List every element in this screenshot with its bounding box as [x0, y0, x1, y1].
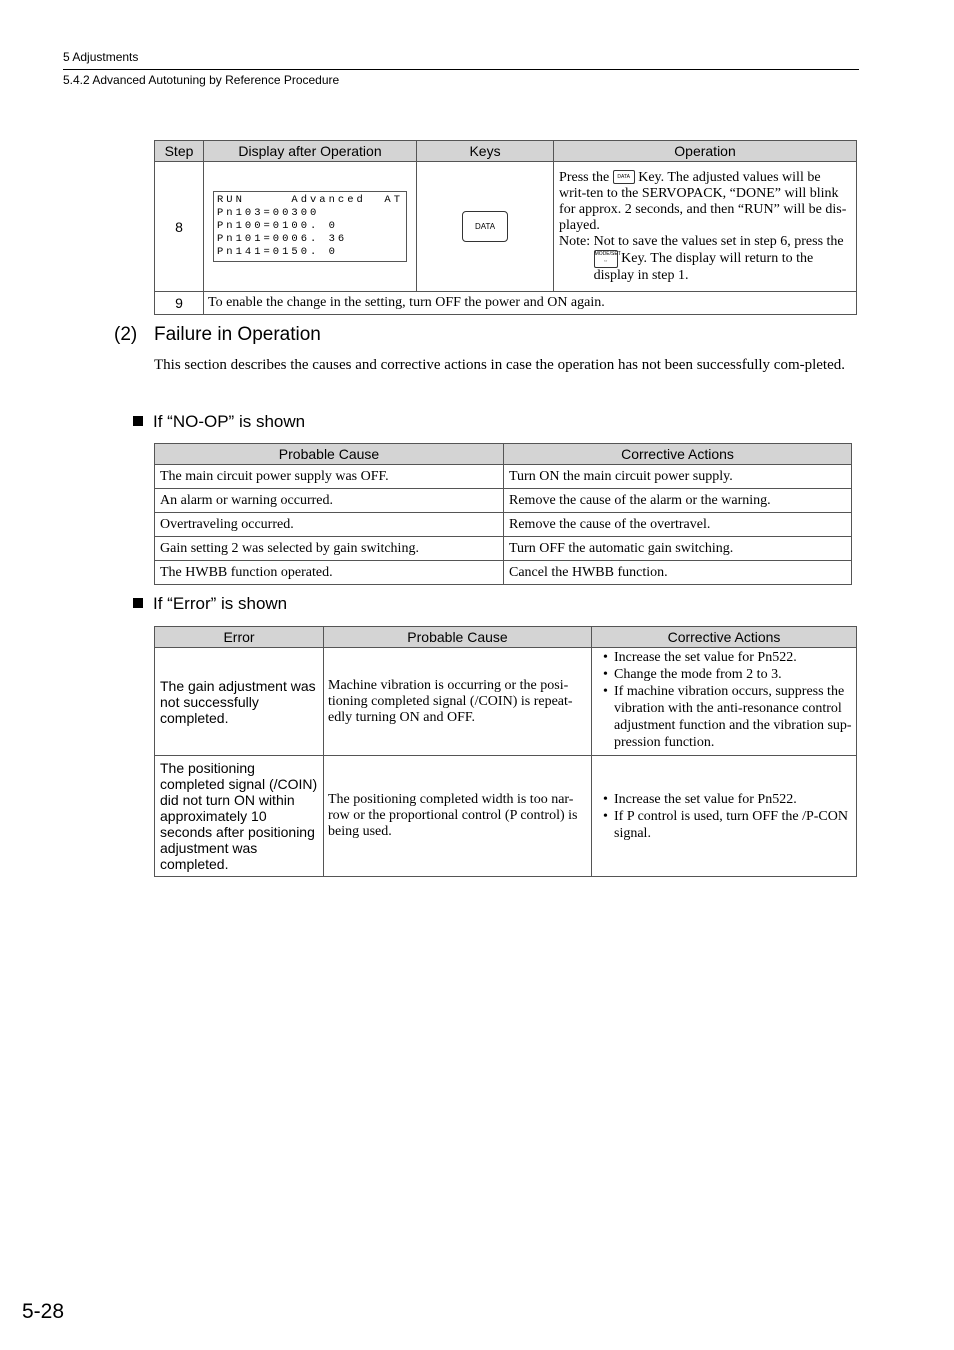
- list-item: • If machine vibration occurs, suppress the vibration with the anti-resonance control adjustment function and the vibration sup-pression function.: [614, 683, 852, 751]
- mode-set-key-icon: MODE/SET ⇔: [594, 250, 618, 268]
- failure-title: Failure in Operation: [154, 324, 321, 345]
- failure-number: (2): [114, 324, 138, 345]
- step-row-9: [155, 292, 857, 315]
- col-display: Display after Operation: [204, 141, 417, 162]
- chapter-header: 5 Adjustments: [63, 50, 139, 64]
- table-row: The main circuit power supply was OFF. Turn ON the main circuit power supply.: [155, 465, 852, 489]
- lcd-line: Pn141=0150. 0: [217, 246, 338, 258]
- col-probable-cause: Probable Cause: [155, 444, 504, 465]
- operation-cell: [554, 162, 857, 292]
- operation-note: Note: Not to save the values set in step 6, press the MODE/SET ⇔ Key. The display will return to the display in step 1.: [559, 233, 844, 283]
- list-item: • If P control is used, turn OFF the /P-CON signal.: [614, 808, 852, 842]
- failure-intro: This section describes the causes and corrective actions in case the operation has not been successfully com-pleted.: [154, 357, 846, 373]
- step-table: [154, 140, 857, 315]
- col-error: Error: [155, 627, 324, 648]
- col-corrective-actions: Corrective Actions: [592, 627, 857, 648]
- list-item: • Change the mode from 2 to 3.: [614, 666, 852, 683]
- error-heading: If “Error” is shown: [133, 594, 287, 614]
- col-corrective-actions: Corrective Actions: [504, 444, 852, 465]
- list-item: • Increase the set value for Pn522.: [614, 649, 852, 666]
- lcd-line: Pn103=00300: [217, 207, 320, 219]
- table-row: An alarm or warning occurred. Remove the cause of the alarm or the warning.: [155, 489, 852, 513]
- header-rule: [63, 69, 859, 70]
- lcd-line: Pn101=0006. 36: [217, 233, 348, 245]
- table-row: Gain setting 2 was selected by gain switching. Turn OFF the automatic gain switching.: [155, 537, 852, 561]
- col-step: Step: [155, 141, 204, 162]
- display-cell: [204, 162, 417, 292]
- square-bullet-icon: [133, 598, 143, 608]
- square-bullet-icon: [133, 416, 143, 426]
- step-row-8: [155, 162, 857, 292]
- step-9-operation: To enable the change in the setting, turn OFF the power and ON again.: [204, 292, 857, 315]
- action-list: [596, 791, 852, 842]
- step-number: 8: [155, 162, 204, 292]
- col-keys: Keys: [417, 141, 554, 162]
- keys-cell: [417, 162, 554, 292]
- step-number: 9: [155, 292, 204, 315]
- col-operation: Operation: [554, 141, 857, 162]
- list-item: • Increase the set value for Pn522.: [614, 791, 852, 808]
- failure-heading: [114, 324, 321, 346]
- page-number: 5-28: [22, 1300, 65, 1323]
- data-key-small-icon: DATA: [613, 170, 635, 184]
- table-row: The positioning completed signal (/COIN) did not turn ON within approximately 10 seconds after positioning adjustment was completed. The positioning completed width is too nar-row or the proportional control (P control) is being used. • Increase the set value for Pn522. • If P control is used, turn OFF the /P-CON signal.: [155, 756, 857, 877]
- col-probable-cause: Probable Cause: [324, 627, 592, 648]
- section-header: 5.4.2 Advanced Autotuning by Reference Procedure: [63, 73, 340, 87]
- lcd-line: RUN Advanced AT: [217, 194, 404, 206]
- noop-heading: If “NO-OP” is shown: [133, 412, 305, 432]
- action-list: [596, 649, 852, 751]
- noop-table: [154, 443, 852, 585]
- lcd-line: Pn100=0100. 0: [217, 220, 338, 232]
- table-row: The HWBB function operated. Cancel the HWBB function.: [155, 561, 852, 585]
- lcd-display: [213, 191, 407, 262]
- error-table: [154, 626, 857, 877]
- data-key-icon: DATA: [462, 211, 508, 242]
- table-row: Overtraveling occurred. Remove the cause of the overtravel.: [155, 513, 852, 537]
- operation-text: Press the DATA Key. The adjusted values will be writ-ten to the SERVOPACK, “DONE” will blink for approx. 2 seconds, and then “RUN” will be dis-played.: [559, 169, 847, 233]
- table-row: The gain adjustment was not successfully completed. Machine vibration is occurring or the posi-tioning completed signal (/COIN) is repeat-edly turning ON and OFF. • Increase the set value for Pn522. • Change the mode from 2 to 3. • If machine vibration occurs, suppress the vibration with the anti-resonance control adjustment function and the vibration sup-pression function.: [155, 648, 857, 756]
